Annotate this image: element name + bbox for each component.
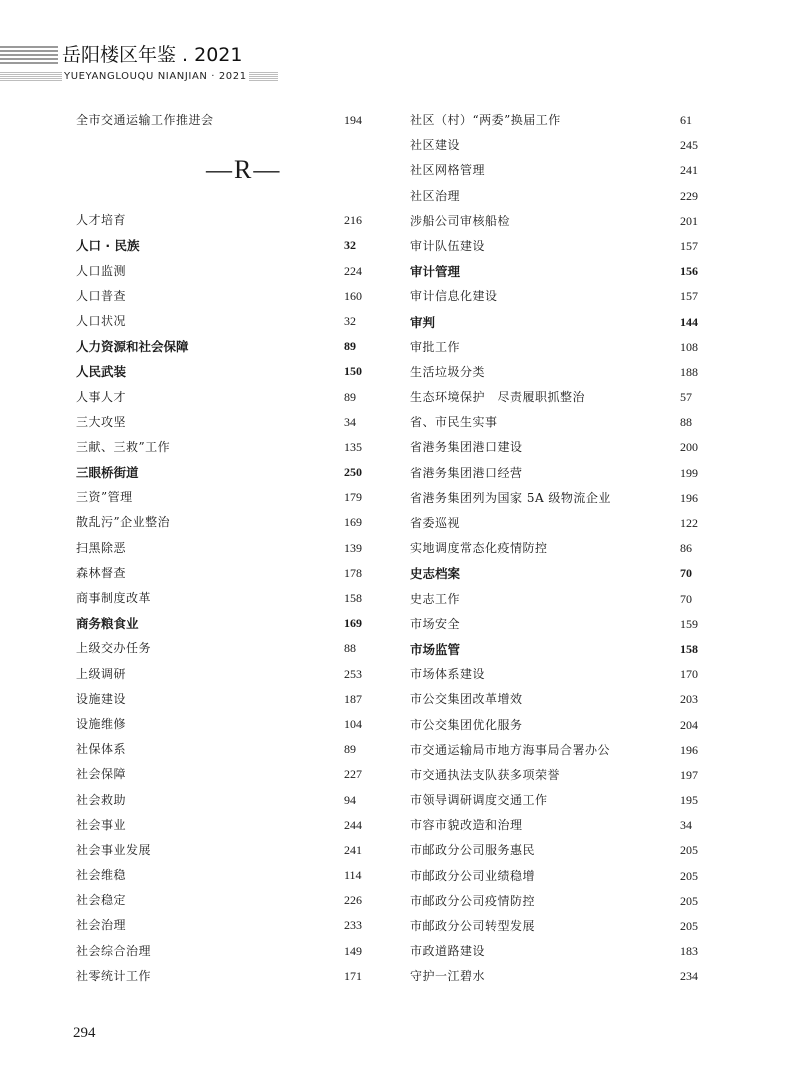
entry-page: 108 [680,339,698,354]
index-entry [76,208,376,233]
index-entry [76,259,376,284]
entry-label: 社区治理 [410,188,461,203]
entry-page: 233 [344,918,362,933]
index-entry [76,586,376,611]
header-subtitle: YUEYANGLOUQU NIANJIAN · 2021 [64,71,247,82]
index-entry [410,209,710,234]
index-entry [76,561,376,586]
index-entry [76,913,376,938]
entry-page: 227 [344,767,362,782]
entry-page: 158 [344,591,362,605]
index-entry [76,410,376,435]
entry-page: 195 [680,793,698,808]
entry-page: 203 [680,692,698,707]
entry-label: 社会综合治理 [76,943,152,958]
entry-label: 散乱污”企业整治 [76,515,171,530]
entry-label: 森林督查 [76,565,127,580]
index-entry [76,964,376,989]
entry-label: 生态环境保护 尽责履职抓整治 [410,390,586,405]
entry-label: 社区网格管理 [410,163,486,178]
entry-label: 省港务集团港口经营 [410,465,523,480]
entry-page: 226 [344,893,362,908]
entry-label: 审判 [410,314,436,330]
entry-page: 159 [680,616,698,631]
entry-label: 商事制度改革 [76,591,152,605]
entry-label: 社会事业发展 [76,842,152,857]
index-entry [410,889,710,914]
entry-label: 守护一江碧水 [410,969,486,984]
entry-page: 160 [344,288,362,303]
index-entry [410,461,710,486]
index-heading-entry [76,359,376,384]
entry-page: 205 [680,893,698,908]
entry-page: 188 [680,364,698,379]
entry-page: 196 [680,742,698,757]
entry-page: 197 [680,767,698,782]
entry-label: 实地调度常态化疫情防控 [410,541,548,556]
entry-label: 人口 · 民族 [76,238,140,254]
entry-label: 三眼桥街道 [76,465,139,481]
entry-page: 158 [680,641,698,656]
entry-page: 224 [344,263,362,278]
entry-label: 市场安全 [410,616,461,631]
entry-label: 商务粮食业 [76,616,139,632]
entry-page: 157 [680,238,698,253]
section-heading [76,133,376,208]
index-entry [76,888,376,913]
entry-page: 204 [680,717,698,732]
entry-label: 市交通执法支队获多项荣誉 [410,767,561,782]
entry-page: 179 [344,490,362,505]
index-entry [410,435,710,460]
index-entry [410,838,710,863]
entry-label: 人口状况 [76,313,127,328]
entry-label: 市政道路建设 [410,944,486,959]
index-entry [410,738,710,763]
entry-page: 89 [344,389,356,404]
entry-label: 市公交集团改革增效 [410,692,523,707]
entry-page: 187 [344,691,362,706]
index-entry [76,536,376,561]
entry-page: 34 [680,818,692,833]
entry-label: 史志工作 [410,591,461,606]
index-entry [76,636,376,661]
index-entry [76,788,376,813]
index-entry [410,511,710,536]
entry-label: 社会治理 [76,918,127,933]
entry-page: 205 [680,843,698,858]
index-entry [410,335,710,360]
entry-label: 审批工作 [410,339,461,354]
entry-label: 人力资源和社会保障 [76,339,189,355]
index-heading-entry [76,334,376,359]
entry-label: 市交通运输局市地方海事局合署办公 [410,742,611,757]
entry-label: 社区建设 [410,138,461,153]
index-entry [410,133,710,158]
entry-label: 省委巡视 [410,516,461,530]
index-entry [410,486,710,511]
entry-page: 156 [680,264,698,279]
entry-page: 171 [344,968,362,983]
index-entry [410,284,710,309]
entry-label: 上级交办任务 [76,641,152,656]
entry-label: 人事人才 [76,389,127,404]
entry-label: 人民武装 [76,364,127,380]
entry-page: 61 [680,113,692,127]
entry-label: 人才培育 [76,213,127,228]
entry-page: 150 [344,364,362,379]
index-entry [410,662,710,687]
entry-page: 205 [680,919,698,933]
entry-label: 史志档案 [410,566,461,582]
index-entry [410,763,710,788]
index-entry [410,385,710,410]
index-entry [410,939,710,964]
index-entry [76,662,376,687]
index-entry [410,587,710,612]
entry-label: 社会救助 [76,792,127,807]
entry-label: 社区（村）“两委”换届工作 [410,113,561,127]
entry-label: 人口普查 [76,288,127,303]
entry-label: 上级调研 [76,666,127,681]
index-entry [410,914,710,939]
index-heading-entry [76,460,376,485]
header-decoration-lines [0,46,58,66]
entry-page: 144 [680,314,698,329]
entry-page: 234 [680,969,698,984]
entry-page: 139 [344,540,362,555]
entry-page: 169 [344,616,362,631]
entry-page: 88 [680,415,692,430]
entry-label: 三献、三救”工作 [76,439,171,454]
entry-page: 183 [680,944,698,959]
index-entry [410,713,710,738]
entry-label: 市场监管 [410,641,461,657]
entry-page: 241 [680,163,698,178]
index-entry [410,536,710,561]
entry-label: 市领导调研调度交通工作 [410,793,548,808]
entry-label: 三大攻坚 [76,414,127,429]
entry-page: 229 [680,188,698,203]
entry-page: 241 [344,842,362,857]
entry-page: 250 [344,465,362,480]
page-number: 294 [73,1025,96,1041]
index-entry [76,762,376,787]
entry-page: 149 [344,943,362,958]
index-heading-entry [410,561,710,586]
entry-page: 86 [680,541,692,556]
index-column-right [410,108,710,990]
entry-label: 生活垃圾分类 [410,364,486,379]
index-entry [76,435,376,460]
section-letter: —R— [206,155,282,185]
entry-page: 201 [680,213,698,228]
entry-page: 216 [344,213,362,228]
index-entry [410,864,710,889]
entry-page: 89 [344,339,356,354]
entry-page: 89 [344,742,356,757]
index-entry [76,687,376,712]
entry-page: 32 [344,313,356,328]
index-entry [410,360,710,385]
index-entry [76,813,376,838]
entry-page: 200 [680,440,698,455]
entry-label: 社会保障 [76,767,127,782]
index-entry [76,838,376,863]
index-heading-entry [410,637,710,662]
index-entry [76,510,376,535]
entry-label: 市邮政分公司转型发展 [410,919,536,933]
index-heading-entry [76,611,376,636]
entry-label: 省港务集团港口建设 [410,440,523,455]
entry-page: 157 [680,289,698,304]
entry-page: 244 [344,817,362,832]
index-entry [76,863,376,888]
index-entry [76,385,376,410]
header-title: 岳阳楼区年鉴 . 2021 [62,44,243,66]
entry-label: 全市交通运输工作推进会 [76,113,214,127]
entry-label: 社会事业 [76,817,127,832]
index-column-left [76,108,376,989]
entry-label: 设施维修 [76,716,127,731]
entry-page: 88 [344,641,356,656]
entry-label: 社会维稳 [76,868,127,883]
entry-label: 人口监测 [76,263,127,278]
entry-label: 市邮政分公司业绩稳增 [410,868,536,883]
index-entry [76,737,376,762]
entry-page: 94 [344,792,356,807]
entry-page: 70 [680,566,692,581]
index-entry [410,108,710,133]
entry-page: 196 [680,490,698,505]
index-heading-entry [410,310,710,335]
index-entry [76,284,376,309]
entry-page: 32 [344,238,356,253]
entry-page: 70 [680,591,692,606]
entry-label: 市公交集团优化服务 [410,717,523,732]
entry-label: 市场体系建设 [410,667,486,682]
entry-page: 135 [344,439,362,454]
entry-label: 社零统计工作 [76,968,152,983]
entry-page: 205 [680,868,698,883]
index-entry [76,309,376,334]
index-entry [410,788,710,813]
entry-label: 扫黑除恶 [76,540,127,555]
entry-page: 169 [344,515,362,530]
entry-label: 审计队伍建设 [410,238,486,253]
entry-page: 170 [680,667,698,682]
index-entry [410,813,710,838]
index-entry [76,108,376,133]
index-entry [76,712,376,737]
entry-label: 省、市民生实事 [410,415,498,430]
entry-page: 122 [680,516,698,530]
entry-page: 57 [680,390,692,405]
index-entry [410,410,710,435]
index-entry [410,612,710,637]
entry-label: 涉船公司审核船检 [410,213,511,228]
entry-label: 社会稳定 [76,893,127,908]
entry-page: 253 [344,666,362,681]
entry-page: 245 [680,138,698,153]
index-entry [410,158,710,183]
entry-page: 104 [344,716,362,731]
entry-label: 设施建设 [76,691,127,706]
entry-page: 194 [344,113,362,127]
entry-label: 省港务集团列为国家 5A 级物流企业 [410,490,611,505]
entry-label: 审计信息化建设 [410,289,498,304]
entry-page: 199 [680,465,698,480]
entry-label: 市容市貌改造和治理 [410,818,523,833]
index-entry [410,184,710,209]
index-heading-entry [76,233,376,258]
index-entry [76,485,376,510]
index-entry [410,234,710,259]
entry-label: 社保体系 [76,742,127,757]
entry-page: 34 [344,414,356,429]
entry-label: 三资”管理 [76,490,133,505]
index-entry [410,964,710,989]
index-entry [76,939,376,964]
entry-page: 114 [344,868,362,883]
entry-label: 市邮政分公司疫情防控 [410,893,536,908]
entry-page: 178 [344,565,362,580]
entry-label: 审计管理 [410,264,461,280]
index-entry [410,687,710,712]
index-heading-entry [410,259,710,284]
entry-label: 市邮政分公司服务惠民 [410,843,536,858]
